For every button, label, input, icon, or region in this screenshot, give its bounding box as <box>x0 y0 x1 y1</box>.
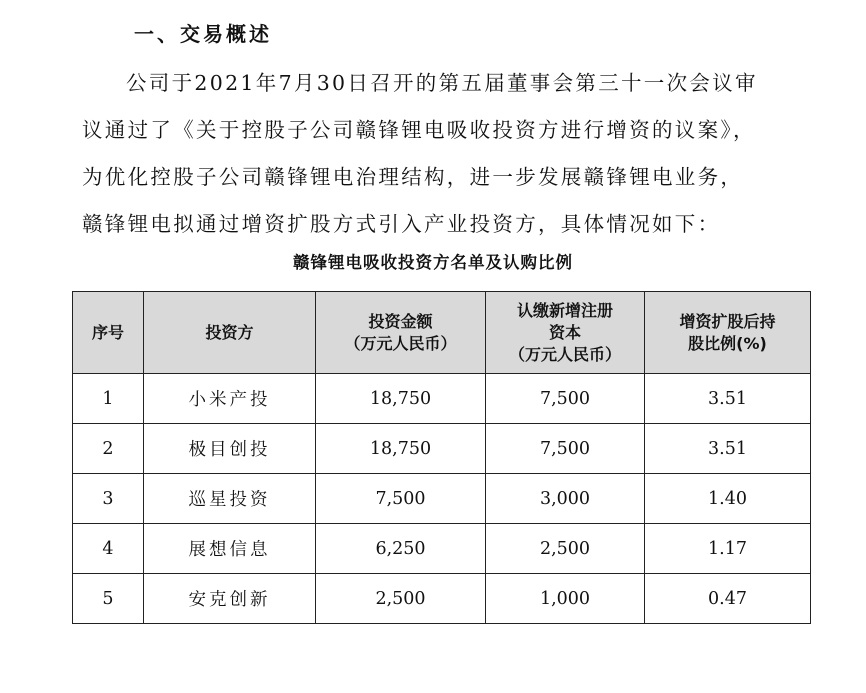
paragraph-line: 赣锋锂电拟通过增资扩股方式引入产业投资方，具体情况如下： <box>82 212 721 236</box>
header-text: 投资方 <box>205 322 254 342</box>
cell-investor: 小米产投 <box>144 374 316 424</box>
table-row <box>73 474 811 524</box>
table-row <box>73 524 811 574</box>
header-text: 资本 <box>548 322 581 342</box>
table-row <box>73 374 811 424</box>
header-text: 投资金额 <box>368 311 433 331</box>
cell-investor: 安克创新 <box>144 574 316 624</box>
table-header-row <box>73 292 811 374</box>
paragraph-line: 议通过了《关于控股子公司赣锋锂电吸收投资方进行增资的议案》， <box>82 118 756 142</box>
header-registered-capital <box>486 292 645 374</box>
header-ratio <box>645 292 811 374</box>
header-text: （万元人民币） <box>344 333 457 353</box>
cell-no: 5 <box>73 574 144 624</box>
cell-investor: 巡星投资 <box>144 474 316 524</box>
header-text: 增资扩股后持 <box>679 311 776 331</box>
cell-amount: 18,750 <box>316 374 486 424</box>
cell-no: 4 <box>73 524 144 574</box>
cell-amount: 7,500 <box>316 474 486 524</box>
investor-table <box>72 291 811 624</box>
cell-no: 2 <box>73 424 144 474</box>
table-row <box>73 424 811 474</box>
cell-investor: 展想信息 <box>144 524 316 574</box>
cell-ratio: 1.40 <box>645 474 811 524</box>
cell-amount: 6,250 <box>316 524 486 574</box>
cell-ratio: 3.51 <box>645 374 811 424</box>
header-text: 认缴新增注册 <box>516 300 613 320</box>
cell-registered: 2,500 <box>486 524 645 574</box>
header-amount <box>316 292 486 374</box>
header-text: （万元人民币） <box>508 344 621 364</box>
cell-registered: 7,500 <box>486 424 645 474</box>
paragraph-line: 为优化控股子公司赣锋锂电治理结构，进一步发展赣锋锂电业务， <box>82 165 744 189</box>
paragraph-line: 公司于2021年7月30日召开的第五届董事会第三十一次会议审 <box>126 71 758 95</box>
header-text: 股比例(%) <box>688 333 767 353</box>
cell-investor: 极目创投 <box>144 424 316 474</box>
cell-registered: 7,500 <box>486 374 645 424</box>
table-caption: 赣锋锂电吸收投资方名单及认购比例 <box>293 253 573 272</box>
cell-amount: 2,500 <box>316 574 486 624</box>
cell-ratio: 1.17 <box>645 524 811 574</box>
header-text: 序号 <box>91 322 124 342</box>
cell-no: 1 <box>73 374 144 424</box>
header-no <box>73 292 144 374</box>
cell-no: 3 <box>73 474 144 524</box>
cell-ratio: 3.51 <box>645 424 811 474</box>
section-heading: 一、交易概述 <box>134 22 272 46</box>
cell-amount: 18,750 <box>316 424 486 474</box>
cell-ratio: 0.47 <box>645 574 811 624</box>
table-row <box>73 574 811 624</box>
cell-registered: 1,000 <box>486 574 645 624</box>
cell-registered: 3,000 <box>486 474 645 524</box>
overview-paragraph <box>82 60 822 248</box>
header-investor <box>144 292 316 374</box>
